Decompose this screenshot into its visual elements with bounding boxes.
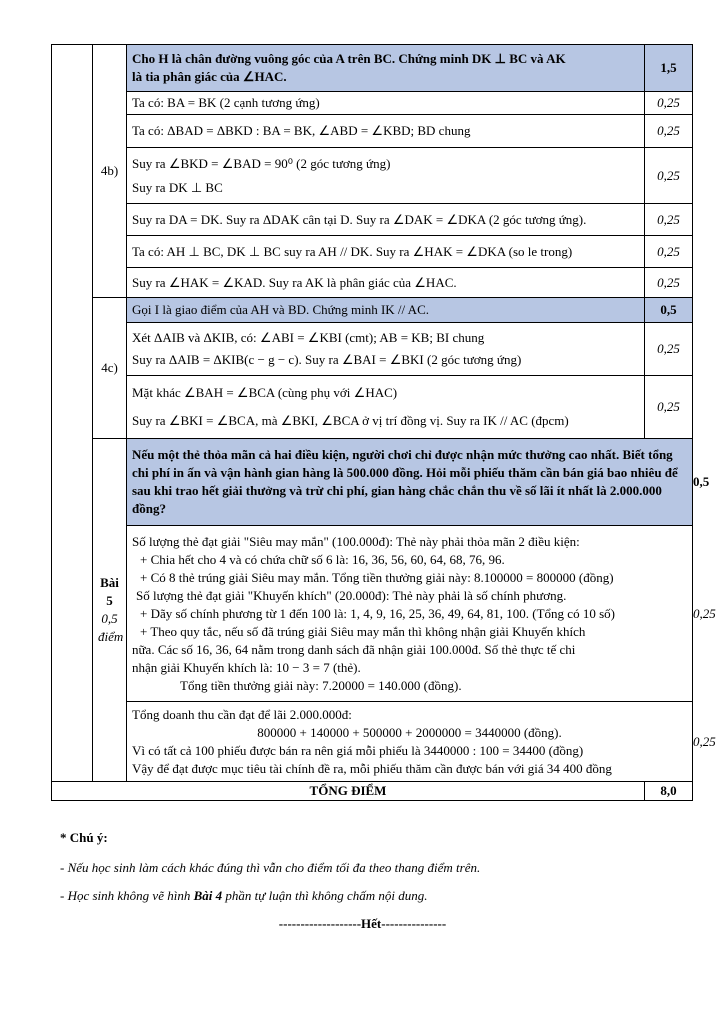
note-2-post: phần tự luận thì không chấm nội dung. <box>222 888 428 903</box>
bai5-row-1-line-7: nữa. Các số 16, 36, 64 nằm trong danh sách đã nhận giải 100.000đ. Số thẻ thực tế chi <box>132 641 576 657</box>
note-2-pre: - Học sinh không vẽ hình <box>60 888 194 903</box>
bai5-row-1 <box>127 526 693 702</box>
bai5-row-1-line-9: Tổng tiền thưởng giải này: 7.20000 = 140.000 (đồng). <box>180 677 462 693</box>
q4b-row-2 <box>127 115 645 148</box>
end-marker: -------------------Hết--------------- <box>278 916 447 931</box>
q4c-row-2-line-2: Suy ra ∠BKI = ∠BCA, mà ∠BKI, ∠BCA ở vị trí đồng vị. Suy ra IK // AC (đpcm) <box>132 413 569 428</box>
bai5-row-2-line-3: Vì có tất cả 100 phiếu được bán ra nên giá mỗi phiếu là 3440000 : 100 = 34400 (đồng) <box>132 742 584 758</box>
notes-section <box>60 830 680 916</box>
q4b-row-3-line-1: Suy ra ∠BKD = ∠BAD = 90⁰ (2 góc tương ứng) <box>132 155 391 171</box>
bai5-label-bai: Bài <box>100 575 119 590</box>
q4b-row-4-text: Suy ra DA = DK. Suy ra ΔDAK cân tại D. Suy ra ∠DAK = ∠DKA (2 góc tương ứng). <box>132 211 587 227</box>
q4c-row-1 <box>127 323 645 376</box>
total-label: TỔNG ĐIỂM <box>52 782 645 801</box>
q4c-row-2-score: 0,25 <box>645 376 693 439</box>
bai5-row-1-line-6: + Theo quy tắc, nếu số đã trúng giải Siêu may mắn thì không nhận giải Khuyến khích <box>140 623 586 639</box>
bai5-row-1-line-1: Số lượng thẻ đạt giải "Siêu may mắn" (100.000đ): Thẻ này phải thỏa mãn 2 điều kiện: <box>132 533 580 549</box>
bai5-row-2 <box>127 702 693 782</box>
part-4c-label: 4c) <box>93 298 127 439</box>
q4b-header <box>127 45 645 92</box>
q4b-row-5 <box>127 236 645 268</box>
q4b-row-4-score: 0,25 <box>645 204 693 236</box>
q4b-row-4 <box>127 204 645 236</box>
part-4b-label: 4b) <box>93 45 127 298</box>
q4c-row-2 <box>127 376 645 439</box>
q4b-row-3-line-2: Suy ra DK ⊥ BC <box>132 179 223 195</box>
q4c-row-2-line-1: Mặt khác ∠BAH = ∠BCA (cùng phụ với ∠HAC) <box>132 385 398 400</box>
bai5-row-1-line-5: + Dãy số chính phương từ 1 đến 100 là: 1, 4, 9, 16, 25, 36, 49, 64, 81, 100. (Tổng có 10 số) <box>140 605 615 621</box>
bai5-row-1-line-3: + Có 8 thẻ trúng giải Siêu may mắn. Tổng tiền thưởng giải này: 8.100000 = 800000 (đồng) <box>140 569 614 585</box>
q4c-header-score: 0,5 <box>645 298 693 323</box>
q4b-row-5-text: Ta có: AH ⊥ BC, DK ⊥ BC suy ra AH // DK. Suy ra ∠HAK = ∠DKA (so le trong) <box>132 243 573 259</box>
notes-title: * Chú ý: <box>60 830 108 845</box>
q4b-row-1-text: Ta có: BA = BK (2 cạnh tương ứng) <box>132 95 320 110</box>
bai5-row-2-line-1: Tổng doanh thu cần đạt để lãi 2.000.000đ: <box>132 706 352 722</box>
bai5-row-1-line-8: nhận giải Khuyến khích là: 10 − 3 = 7 (thẻ). <box>132 659 361 675</box>
bai5-row-1-line-4: Số lượng thẻ đạt giải "Khuyến khích" (20.000đ): Thẻ này phải là số chính phương. <box>136 587 567 603</box>
q4b-header-score: 1,5 <box>645 45 693 92</box>
bai5-row-2-line-2: 800000 + 140000 + 500000 + 2000000 = 3440000 (đồng). <box>257 724 562 740</box>
q4b-row-6 <box>127 268 645 298</box>
bai5-label-cell <box>93 439 127 782</box>
q4c-row-1-line-2: Suy ra ΔAIB = ΔKIB(c − g − c). Suy ra ∠BAI = ∠BKI (2 góc tương ứng) <box>132 352 522 367</box>
total-score: 8,0 <box>645 782 693 801</box>
q4b-row-6-score: 0,25 <box>645 268 693 298</box>
q4c-header <box>127 298 645 323</box>
q4b-row-2-text: Ta có: ΔBAD = ΔBKD : BA = BK, ∠ABD = ∠KBD; BD chung <box>132 123 471 138</box>
answer-key-table: 4b) Cho H là chân đường vuông góc của A trên BC. Chứng minh DK ⊥ BC và AK là tia phân giác của ∠HAC. 1,5 Ta có: BA = BK (2 cạnh tương ứng) 0,25 Ta có: ΔBAD = ΔBKD : BA = BK, ∠ABD = ∠KBD; BD chung 0,25 Suy ra ∠BKD = ∠BAD = 90⁰ (2 góc tương ứng) Suy ra DK ⊥ BC 0,25 Suy ra DA = DK. Suy ra ΔDAK cân tại D. Suy ra ∠DAK = ∠DKA (2 góc tương ứng). 0,25 Ta có: AH ⊥ BC, DK ⊥ BC suy ra AH // DK. Suy ra ∠HAK = ∠DKA (so le trong) 0,25 Suy ra ∠HAK = ∠KAD. Suy ra AK là phân giác của ∠HAC. 0,25 4c) Gọi I là giao điểm của AH và BD. Chứng minh IK // AC. 0,5 Xét ΔAIB và ΔKIB, có: ∠ABI = ∠KBI (cmt); AB = KB; BI chung Suy ra ΔAIB = ΔKIB(c − g − c). Suy ra ∠BAI = ∠BKI (2 góc tương ứng) 0,25 Mặt khác ∠BAH = ∠BCA (cùng phụ với ∠HAC) Suy ra ∠BKI = ∠BCA, mà ∠BKI, ∠BCA ở vị trí đồng vị. Suy ra IK // AC (đpcm) 0,25 Bài 5 0,5 điểm Nếu một thẻ thỏa mãn cả hai điều kiện, người chơi chỉ được nhận mức thưởng cao nhất. Biết tổng chi phí in ấn và vận hành gian hàng là 500.000 đồng. Hỏi mỗi phiếu thăm cần bán giá bao nhiêu để sau khi trao hết giải thưởng và trừ chi phí, gian hàng chắc chắn thu về số lãi ít nhất là 2.000.000 đồng? 0,5 Số lượng thẻ đạt giải "Siêu may mắn" (100.000đ): Thẻ này phải thỏa mãn 2 điều kiện: + Chia hết cho 4 và có chứa chữ số 6 là: 16, 36, 56, 60, 64, 68, 76, 96. + Có 8 thẻ trúng giải Siêu may mắn. Tổng tiền thưởng giải này: 8.100000 = 800000 (đồng) Số lượng thẻ đạt giải "Khuyến khích" (20.000đ): Thẻ này phải là số chính phương. + Dãy số chính phương từ 1 đến 100 là: 1, 4, 9, 16, 25, 36, 49, 64, 81, 100. (Tổng có 10 số) + Theo quy tắc, nếu số đã trúng giải Siêu may mắn thì không nhận giải Khuyến khích nữa. Các số 16, 36, 64 nằm trong danh sách đã nhận giải 100.000đ. Số thẻ thực tế chi nhận giải Khuyến khích là: 10 − 3 = 7 (thẻ). Tổng tiền thưởng giải này: 7.20000 = 140.000 (đồng). 0,25 Tổng doanh thu cần đạt để lãi 2.000.000đ: 800000 + 140000 + 500000 + 2000000 = 3440000 (đồng). Vì có tất cả 100 phiếu được bán ra nên giá mỗi phiếu là 3440000 : 100 = 34400 (đồng) Vậy để đạt được mục tiêu tài chính đề ra, mỗi phiếu thăm cần được bán với giá 34 400 đồng 0,25 TỔNG ĐIỂM 8,0 <box>51 44 693 801</box>
q4c-row-1-score: 0,25 <box>645 323 693 376</box>
bai5-label-points: 0,5 <box>101 611 118 626</box>
bai5-row-2-line-4: Vậy để đạt được mục tiêu tài chính đề ra, mỗi phiếu thăm cần được bán với giá 34 400 đồng <box>132 760 612 776</box>
q4b-header-line-1: Cho H là chân đường vuông góc của A trên BC. Chứng minh DK ⊥ BC và AK <box>132 51 566 66</box>
note-2 <box>60 888 680 904</box>
bai5-label-unit: điểm <box>98 629 124 644</box>
q4b-row-2-score: 0,25 <box>645 115 693 148</box>
q4b-row-3-score: 0,25 <box>645 148 693 204</box>
bai5-header-text: Nếu một thẻ thỏa mãn cả hai điều kiện, người chơi chỉ được nhận mức thưởng cao nhất. Biết tổng chi phí in ấn và vận hành gian hàng là 500.000 đồng. Hỏi mỗi phiếu thăm cần bán giá bao nhiêu để sau khi trao hết giải thưởng và trừ chi phí, gian hàng chắc chắn thu về số lãi ít nhất là 2.000.000 đồng? <box>132 447 678 516</box>
bai5-header <box>127 439 693 526</box>
q4b-row-1 <box>127 92 645 115</box>
q4b-row-5-score: 0,25 <box>645 236 693 268</box>
q4b-row-1-score: 0,25 <box>645 92 693 115</box>
q4b-header-line-2: là tia phân giác của ∠HAC. <box>132 69 287 84</box>
q4c-header-text: Gọi I là giao điểm của AH và BD. Chứng minh IK // AC. <box>132 302 429 317</box>
bai5-row-1-line-2: + Chia hết cho 4 và có chứa chữ số 6 là: 16, 36, 56, 60, 64, 68, 76, 96. <box>140 551 505 567</box>
note-1: - Nếu học sinh làm cách khác đúng thì vẫn cho điểm tối đa theo thang điểm trên. <box>60 860 481 875</box>
bai5-label-num: 5 <box>106 593 113 608</box>
note-2-bold: Bài 4 <box>193 888 223 903</box>
q4b-row-6-text: Suy ra ∠HAK = ∠KAD. Suy ra AK là phân giác của ∠HAC. <box>132 274 457 290</box>
q4c-row-1-line-1: Xét ΔAIB và ΔKIB, có: ∠ABI = ∠KBI (cmt); AB = KB; BI chung <box>132 330 485 345</box>
q4b-row-3 <box>127 148 645 204</box>
bai4-column-empty <box>52 45 93 782</box>
